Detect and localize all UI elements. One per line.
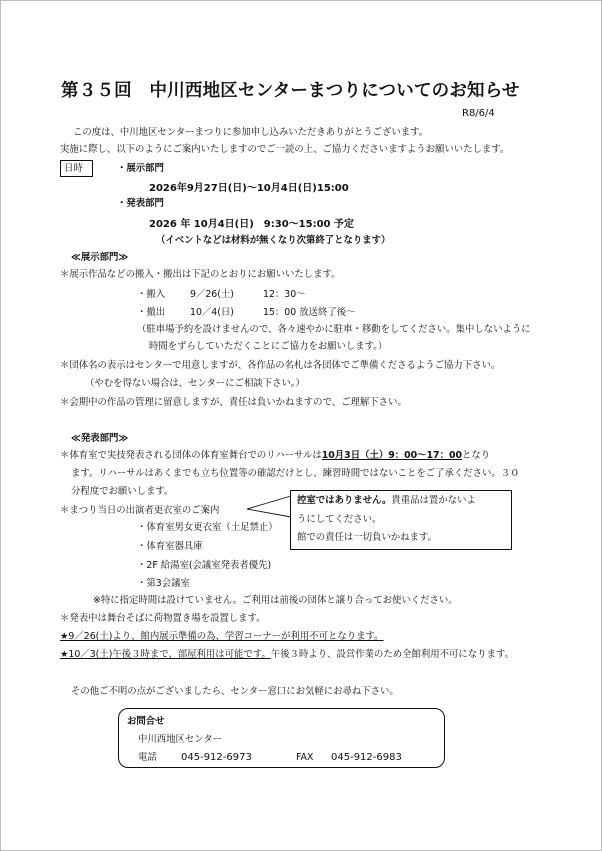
callout-rest: 貴重品は置かないよ <box>391 495 476 506</box>
star-note-2-rest: 午後３時より、設営作業のため全館利用不可になります。 <box>270 649 514 660</box>
rehearsal-pre: ＊体育室で実技発表される団体の体育室舞台でのリハーサルは <box>60 450 322 461</box>
star-note-2 <box>60 648 514 661</box>
carry-in-label: ・搬入 <box>137 289 166 300</box>
tel-label: 電話 <box>138 752 157 763</box>
callout-arrow <box>245 491 295 521</box>
issue-date: R8/6/4 <box>462 108 495 119</box>
present-section-heading: ≪発表部門≫ <box>71 433 129 444</box>
exhibit-dates: 2026年9月27日(日)～10月4日(日)15:00 <box>149 183 349 194</box>
exhibit-line-1: ＊展示作品などの搬入・搬出は下記のとおりにお願いいたします。 <box>60 269 341 280</box>
callout-line-2: うにしてください。 <box>297 514 382 525</box>
callout-line-1 <box>297 494 476 507</box>
rehearsal-line-1 <box>60 449 490 462</box>
star-note-1: ★9／26(土)より、館内展示準備の為、学習コーナーが利用不可となります。 <box>60 631 384 642</box>
exhibit-section-heading: ≪展示部門≫ <box>71 252 129 263</box>
present-dates: 2026 年 10月4日(日) 9:30～15:00 予定 <box>149 219 354 230</box>
present-note: （イベントなどは材料が無くなり次第終了となります） <box>156 235 391 246</box>
star-note-2-underlined: ★10／3(土)午後３時まで、部屋利用は可能です。 <box>60 649 271 660</box>
fax-label: FAX <box>296 752 314 763</box>
storage-note: ＊発表中は舞台そばに荷物置き場を設置します。 <box>60 613 266 624</box>
parking-note-1: （駐車場予約を設けませんので、各々速やかに駐車・移動をしてください。集中しないように <box>137 324 531 335</box>
exhibit-line-3: （やむを得ない場合は、センターにご相談下さい。） <box>85 378 305 389</box>
carry-out-date: 10／4(日) <box>190 307 234 318</box>
exhibit-line-2: ＊団体名の表示はセンターで用意しますが、各作品の名札は各団体でご準備くださるようご協力下さい。 <box>60 360 501 371</box>
carry-in-date: 9／26(土) <box>190 289 234 300</box>
intro-line-1: この度は、中川地区センターまつりに参加申し込みいただきありがとうございます。 <box>73 127 429 138</box>
contact-box <box>118 708 445 768</box>
carry-in-time: 12：30～ <box>263 289 306 300</box>
rehearsal-line-3: 分程度でお願いします。 <box>71 486 174 497</box>
present-heading: ・発表部門 <box>117 198 164 209</box>
room-item: ・体育室男女更衣室（土足禁止） <box>137 522 278 533</box>
room-item: ・第3会議室 <box>137 578 190 589</box>
contact-name: 中川西地区センター <box>138 734 223 745</box>
exhibit-line-4: ＊会期中の作品の管理に留意しますが、責任は負いかねますので、ご理解下さい。 <box>60 397 407 408</box>
dressing-intro: ＊まつり当日の出演者更衣室のご案内 <box>60 505 220 516</box>
carry-out-label: ・撤出 <box>137 307 166 318</box>
exhibit-heading: ・展示部門 <box>117 163 164 174</box>
contact-heading: お問合せ <box>127 716 165 727</box>
tel-number: 045-912-6973 <box>181 752 252 763</box>
time-note: ※特に指定時間は設けていません。ご利用は前後の団体と譲り合ってお使いください。 <box>93 595 458 606</box>
callout-line-3: 館での責任は一切負いかねます。 <box>297 532 437 543</box>
rehearsal-post: となり <box>462 450 491 461</box>
carry-out-time: 15：00 放送終了後～ <box>263 307 356 318</box>
callout-emphasis: 控室ではありません。 <box>297 495 392 506</box>
schedule-label: 日時 <box>60 160 93 177</box>
rehearsal-line-2: ます。リハーサルはあくまでも立ち位置等の確認だけとし、練習時間ではないことをご了承ください。３０ <box>71 468 520 479</box>
parking-note-2: 時間をずらしていただくことにご協力をお願いします。） <box>149 341 388 352</box>
room-item: ・2F 給湯室(会議室発表者優先) <box>137 560 272 571</box>
page-title: 第３５回 中川西地区センターまつりについてのお知らせ <box>61 81 520 101</box>
room-item: ・体育室器具庫 <box>137 541 203 552</box>
callout-box <box>290 490 512 550</box>
intro-line-2: 実施に際し、以下のようにご案内いたしますのでご一読の上、ご協力くださいますようお願いいたします。 <box>60 144 510 155</box>
rehearsal-time: 10月3日（土）9：00～17：00 <box>321 450 462 461</box>
closing-line: その他ご不明の点がございましたら、センター窓口にお気軽にお尋ね下さい。 <box>71 686 399 697</box>
fax-number: 045-912-6983 <box>331 752 402 763</box>
